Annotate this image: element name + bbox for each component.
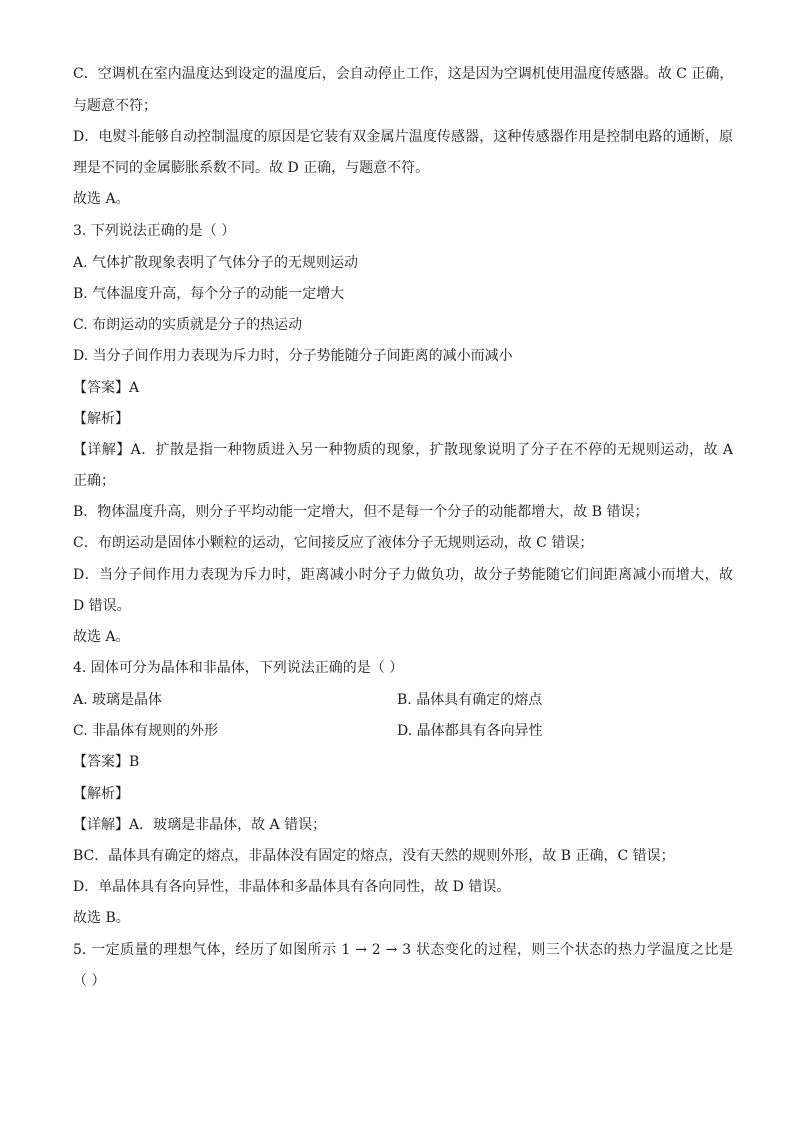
text-line: 【详解】A．玻璃是非晶体，故 A 错误； (73, 817, 327, 833)
text-line: 故选 B。 (73, 910, 130, 926)
option-c: C. 布朗运动的实质就是分子的热运动 (73, 317, 303, 333)
question-4: 4. 固体可分为晶体和非晶体，下列说法正确的是（ ） (73, 660, 404, 676)
answer-label: 【答案】A (73, 380, 140, 396)
question-3: 3. 下列说法正确的是（ ） (73, 223, 236, 239)
answer-label: 【答案】B (73, 754, 140, 770)
text-line: 正确； (73, 473, 115, 489)
text-line: BC．晶体具有确定的熔点，非晶体没有固定的熔点，没有天然的规则外形，故 B 正确，C 错误； (73, 848, 675, 864)
option-b: B. 气体温度升高，每个分子的动能一定增大 (73, 286, 345, 302)
text-line: 【详解】A．扩散是指一种物质进入另一种物质的现象，扩散现象说明了分子在不停的无规则运动，故 A (73, 442, 733, 458)
text-line: 故选 A。 (73, 629, 130, 645)
text-line: C．空调机在室内温度达到设定的温度后，会自动停止工作，这是因为空调机使用温度传感器。故 C 正确， (73, 66, 734, 82)
question-5-bracket: （ ） (73, 973, 106, 989)
analysis-label: 【解析】 (73, 786, 129, 802)
option-d: D. 晶体都具有各向异性 (397, 723, 543, 739)
text-line: C．布朗运动是固体小颗粒的运动，它间接反应了液体分子无规则运动，故 C 错误； (73, 535, 594, 551)
option-b: B. 晶体具有确定的熔点 (397, 692, 543, 708)
text-line: D．当分子间作用力表现为斥力时，距离减小时分子力做负功，故分子势能随它们间距离减小而增大，故 (73, 567, 733, 583)
question-5: 5. 一定质量的理想气体，经历了如图所示 1 → 2 → 3 状态变化的过程，则三个状态的热力学温度之比是 (73, 942, 733, 958)
text-line: D 错误。 (73, 598, 131, 614)
text-line: 理是不同的金属膨胀系数不同。故 D 正确，与题意不符。 (73, 160, 430, 176)
text-line: B．物体温度升高，则分子平均动能一定增大，但不是每一个分子的动能都增大，故 B 错误； (73, 504, 649, 520)
option-d: D. 当分子间作用力表现为斥力时，分子势能随分子间距离的减小而减小 (73, 348, 513, 364)
analysis-label: 【解析】 (73, 411, 129, 427)
option-c: C. 非晶体有规则的外形 (73, 723, 219, 739)
text-line: 故选 A。 (73, 191, 130, 207)
option-a: A. 气体扩散现象表明了气体分子的无规则运动 (73, 255, 359, 271)
text-line: 与题意不符； (73, 98, 157, 114)
text-line: D．单晶体具有各向异性，非晶体和多晶体具有各向同性，故 D 错误。 (73, 879, 511, 895)
option-a: A. 玻璃是晶体 (73, 692, 163, 708)
text-line: D．电熨斗能够自动控制温度的原因是它装有双金属片温度传感器，这种传感器作用是控制电路的通断，原 (73, 129, 733, 145)
